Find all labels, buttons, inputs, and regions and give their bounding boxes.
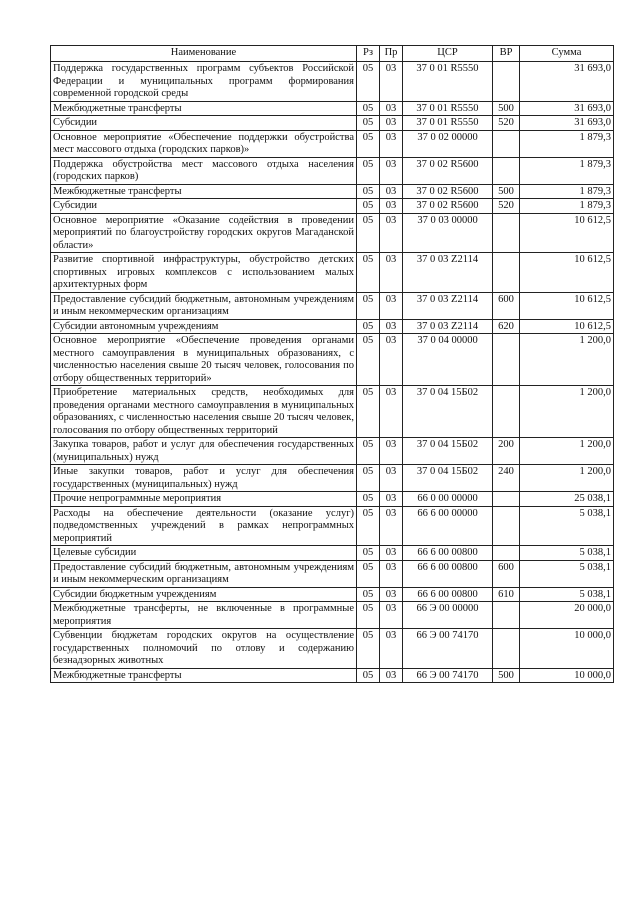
cell-sum: 10 612,5 [520, 292, 614, 319]
cell-sum: 1 200,0 [520, 438, 614, 465]
cell-rz: 05 [357, 157, 380, 184]
cell-vr [493, 546, 520, 561]
cell-rz: 05 [357, 130, 380, 157]
cell-vr: 620 [493, 319, 520, 334]
table-row [51, 157, 614, 184]
cell-csr: 66 Э 00 74170 [403, 668, 493, 683]
cell-sum: 10 612,5 [520, 319, 614, 334]
table-row [51, 438, 614, 465]
cell-name: Субсидии [51, 199, 357, 214]
table-row [51, 629, 614, 669]
cell-sum: 1 200,0 [520, 334, 614, 386]
cell-name: Межбюджетные трансферты [51, 184, 357, 199]
cell-vr [493, 386, 520, 438]
cell-name: Иные закупки товаров, работ и услуг для обеспечения государственных (муниципальных) нужд [51, 465, 357, 492]
cell-name: Межбюджетные трансферты [51, 101, 357, 116]
cell-rz: 05 [357, 62, 380, 102]
cell-rz: 05 [357, 668, 380, 683]
cell-sum: 1 200,0 [520, 386, 614, 438]
cell-vr: 500 [493, 101, 520, 116]
cell-pr: 03 [380, 101, 403, 116]
cell-pr: 03 [380, 319, 403, 334]
cell-sum: 1 879,3 [520, 157, 614, 184]
table-row [51, 334, 614, 386]
cell-pr: 03 [380, 560, 403, 587]
cell-rz: 05 [357, 199, 380, 214]
cell-rz: 05 [357, 213, 380, 253]
cell-name: Субсидии бюджетным учреждениям [51, 587, 357, 602]
cell-pr: 03 [380, 292, 403, 319]
cell-vr: 600 [493, 292, 520, 319]
cell-pr: 03 [380, 629, 403, 669]
cell-sum: 10 612,5 [520, 213, 614, 253]
table-row [51, 465, 614, 492]
cell-csr: 37 0 01 R5550 [403, 116, 493, 131]
table-row [51, 184, 614, 199]
cell-name: Предоставление субсидий бюджетным, автономным учреждениям и иным некоммерческим организациям [51, 292, 357, 319]
cell-csr: 66 6 00 00800 [403, 546, 493, 561]
table-row [51, 319, 614, 334]
cell-sum: 31 693,0 [520, 62, 614, 102]
cell-csr: 66 Э 00 00000 [403, 602, 493, 629]
cell-rz: 05 [357, 386, 380, 438]
cell-name: Прочие непрограммные мероприятия [51, 492, 357, 507]
cell-csr: 37 0 04 15Б02 [403, 386, 493, 438]
cell-csr: 66 6 00 00800 [403, 560, 493, 587]
table-row [51, 386, 614, 438]
cell-name: Закупка товаров, работ и услуг для обеспечения государственных (муниципальных) нужд [51, 438, 357, 465]
cell-sum: 1 879,3 [520, 199, 614, 214]
cell-sum: 1 879,3 [520, 184, 614, 199]
cell-vr [493, 157, 520, 184]
cell-vr [493, 62, 520, 102]
table-row [51, 587, 614, 602]
table-row [51, 506, 614, 546]
cell-pr: 03 [380, 492, 403, 507]
table-header-row [51, 46, 614, 62]
cell-pr: 03 [380, 253, 403, 293]
cell-sum: 10 612,5 [520, 253, 614, 293]
cell-rz: 05 [357, 184, 380, 199]
cell-csr: 37 0 02 R5600 [403, 199, 493, 214]
cell-pr: 03 [380, 213, 403, 253]
table-row [51, 101, 614, 116]
cell-pr: 03 [380, 62, 403, 102]
cell-vr [493, 492, 520, 507]
cell-rz: 05 [357, 506, 380, 546]
table-row [51, 116, 614, 131]
cell-rz: 05 [357, 101, 380, 116]
cell-csr: 66 Э 00 74170 [403, 629, 493, 669]
table-row [51, 292, 614, 319]
cell-name: Приобретение материальных средств, необходимых для проведения органами местного самоуправления в муниципальных образованиях, с численностью населения свыше 20 тысяч человек, голосования по отбору общественных территорий [51, 386, 357, 438]
cell-pr: 03 [380, 668, 403, 683]
cell-vr [493, 629, 520, 669]
cell-name: Субсидии [51, 116, 357, 131]
cell-rz: 05 [357, 334, 380, 386]
cell-name: Целевые субсидии [51, 546, 357, 561]
cell-name: Субвенции бюджетам городских округов на осуществление государственных полномочий по отлову и содержанию безнадзорных животных [51, 629, 357, 669]
cell-sum: 5 038,1 [520, 506, 614, 546]
cell-name: Субсидии автономным учреждениям [51, 319, 357, 334]
header-sum: Сумма [520, 46, 614, 62]
cell-csr: 37 0 02 00000 [403, 130, 493, 157]
cell-sum: 31 693,0 [520, 116, 614, 131]
cell-name: Основное мероприятие «Оказание содействия в проведении мероприятий по благоустройству городских округов Магаданской области» [51, 213, 357, 253]
cell-csr: 37 0 03 Z2114 [403, 253, 493, 293]
cell-csr: 37 0 03 Z2114 [403, 292, 493, 319]
cell-pr: 03 [380, 546, 403, 561]
table-row [51, 546, 614, 561]
cell-csr: 37 0 04 15Б02 [403, 438, 493, 465]
cell-rz: 05 [357, 492, 380, 507]
cell-sum: 5 038,1 [520, 546, 614, 561]
cell-rz: 05 [357, 292, 380, 319]
cell-sum: 10 000,0 [520, 668, 614, 683]
cell-vr [493, 334, 520, 386]
cell-vr [493, 130, 520, 157]
cell-vr [493, 213, 520, 253]
cell-vr [493, 253, 520, 293]
cell-csr: 66 6 00 00000 [403, 506, 493, 546]
header-pr: Пр [380, 46, 403, 62]
cell-vr: 500 [493, 184, 520, 199]
cell-sum: 5 038,1 [520, 587, 614, 602]
cell-pr: 03 [380, 602, 403, 629]
table-body [51, 62, 614, 683]
cell-pr: 03 [380, 184, 403, 199]
cell-pr: 03 [380, 157, 403, 184]
header-vr: ВР [493, 46, 520, 62]
cell-pr: 03 [380, 130, 403, 157]
cell-rz: 05 [357, 629, 380, 669]
cell-vr: 240 [493, 465, 520, 492]
cell-rz: 05 [357, 438, 380, 465]
cell-rz: 05 [357, 253, 380, 293]
cell-csr: 37 0 01 R5550 [403, 62, 493, 102]
cell-rz: 05 [357, 546, 380, 561]
table-row [51, 62, 614, 102]
cell-pr: 03 [380, 116, 403, 131]
cell-name: Поддержка обустройства мест массового отдыха населения (городских парков) [51, 157, 357, 184]
cell-name: Расходы на обеспечение деятельности (оказание услуг) подведомственных учреждений в рамках непрограммных мероприятий [51, 506, 357, 546]
cell-pr: 03 [380, 334, 403, 386]
cell-csr: 37 0 04 15Б02 [403, 465, 493, 492]
cell-sum: 1 879,3 [520, 130, 614, 157]
cell-rz: 05 [357, 560, 380, 587]
cell-rz: 05 [357, 319, 380, 334]
cell-csr: 37 0 02 R5600 [403, 157, 493, 184]
table-row [51, 130, 614, 157]
cell-vr: 500 [493, 668, 520, 683]
header-rz: Рз [357, 46, 380, 62]
table-row [51, 199, 614, 214]
table-row [51, 602, 614, 629]
budget-table [50, 45, 614, 683]
cell-name: Межбюджетные трансферты, не включенные в программные мероприятия [51, 602, 357, 629]
table-row [51, 560, 614, 587]
cell-pr: 03 [380, 386, 403, 438]
cell-vr [493, 506, 520, 546]
cell-name: Развитие спортивной инфраструктуры, обустройство детских спортивных игровых комплексов с использованием малых архитектурных форм [51, 253, 357, 293]
cell-rz: 05 [357, 587, 380, 602]
cell-sum: 20 000,0 [520, 602, 614, 629]
cell-csr: 37 0 01 R5550 [403, 101, 493, 116]
cell-csr: 37 0 02 R5600 [403, 184, 493, 199]
cell-sum: 31 693,0 [520, 101, 614, 116]
cell-vr: 520 [493, 199, 520, 214]
cell-csr: 66 6 00 00800 [403, 587, 493, 602]
cell-pr: 03 [380, 199, 403, 214]
cell-name: Поддержка государственных программ субъектов Российской Федерации и муниципальных программ формирования современной городской среды [51, 62, 357, 102]
cell-name: Межбюджетные трансферты [51, 668, 357, 683]
cell-rz: 05 [357, 602, 380, 629]
cell-vr: 200 [493, 438, 520, 465]
cell-vr [493, 602, 520, 629]
table-row [51, 253, 614, 293]
cell-pr: 03 [380, 465, 403, 492]
document-page [50, 45, 613, 683]
cell-pr: 03 [380, 587, 403, 602]
cell-vr: 600 [493, 560, 520, 587]
cell-csr: 37 0 03 Z2114 [403, 319, 493, 334]
cell-sum: 1 200,0 [520, 465, 614, 492]
cell-csr: 37 0 03 00000 [403, 213, 493, 253]
cell-rz: 05 [357, 116, 380, 131]
header-name: Наименование [51, 46, 357, 62]
header-csr: ЦСР [403, 46, 493, 62]
cell-sum: 10 000,0 [520, 629, 614, 669]
cell-vr: 610 [493, 587, 520, 602]
table-row [51, 668, 614, 683]
cell-name: Основное мероприятие «Обеспечение поддержки обустройства мест массового отдыха (городских парков)» [51, 130, 357, 157]
cell-pr: 03 [380, 506, 403, 546]
cell-sum: 25 038,1 [520, 492, 614, 507]
cell-pr: 03 [380, 438, 403, 465]
cell-vr: 520 [493, 116, 520, 131]
cell-rz: 05 [357, 465, 380, 492]
cell-csr: 37 0 04 00000 [403, 334, 493, 386]
table-row [51, 213, 614, 253]
cell-sum: 5 038,1 [520, 560, 614, 587]
cell-csr: 66 0 00 00000 [403, 492, 493, 507]
cell-name: Основное мероприятие «Обеспечение проведения органами местного самоуправления в муниципальных образованиях, с численностью населения свыше 20 тысяч человек, голосования по отбору общественных территорий» [51, 334, 357, 386]
cell-name: Предоставление субсидий бюджетным, автономным учреждениям и иным некоммерческим организациям [51, 560, 357, 587]
table-row [51, 492, 614, 507]
